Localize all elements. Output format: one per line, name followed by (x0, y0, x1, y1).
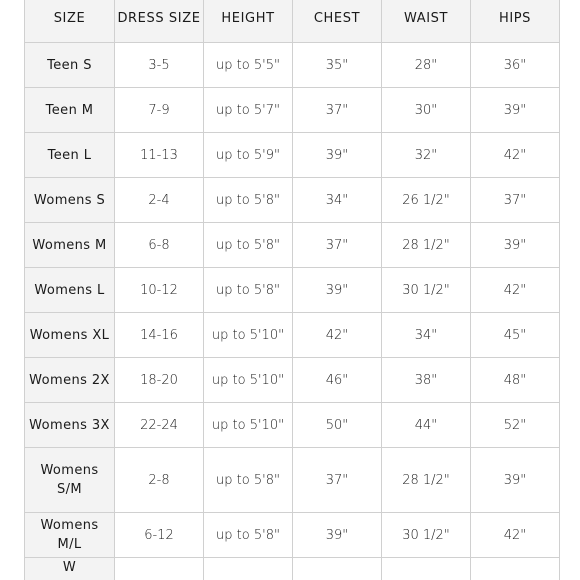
table-row (25, 133, 560, 178)
hips-cell: 48" (471, 358, 560, 403)
hips-cell: 39" (471, 448, 560, 513)
dress-size-cell: 10-12 (115, 268, 204, 313)
size-cell: Womens M/L (25, 513, 115, 558)
chest-cell: 34" (293, 178, 382, 223)
table-row (25, 223, 560, 268)
dress-size-cell: 11-13 (115, 133, 204, 178)
waist-cell: 28" (382, 43, 471, 88)
size-cell: Teen S (25, 43, 115, 88)
size-cell: Womens S (25, 178, 115, 223)
size-cell: Womens 2X (25, 358, 115, 403)
waist-cell: 30 1/2" (382, 513, 471, 558)
waist-cell: 44" (382, 403, 471, 448)
header-height: HEIGHT (204, 0, 293, 43)
dress-size-cell (115, 558, 204, 580)
table-row (25, 313, 560, 358)
table-row (25, 268, 560, 313)
table-row (25, 448, 560, 513)
height-cell: up to 5'5" (204, 43, 293, 88)
table-row (25, 358, 560, 403)
size-cell: Womens M (25, 223, 115, 268)
table-row (25, 43, 560, 88)
hips-cell (471, 558, 560, 580)
height-cell: up to 5'8" (204, 268, 293, 313)
table-row (25, 88, 560, 133)
size-cell: Teen M (25, 88, 115, 133)
height-cell: up to 5'8" (204, 448, 293, 513)
waist-cell: 38" (382, 358, 471, 403)
hips-cell: 52" (471, 403, 560, 448)
size-chart-table (24, 0, 560, 580)
header-hips: HIPS (471, 0, 560, 43)
header-waist: WAIST (382, 0, 471, 43)
hips-cell: 42" (471, 513, 560, 558)
dress-size-cell: 2-4 (115, 178, 204, 223)
height-cell: up to 5'9" (204, 133, 293, 178)
dress-size-cell: 18-20 (115, 358, 204, 403)
size-cell: Womens L (25, 268, 115, 313)
height-cell: up to 5'7" (204, 88, 293, 133)
chest-cell: 42" (293, 313, 382, 358)
dress-size-cell: 6-12 (115, 513, 204, 558)
waist-cell (382, 558, 471, 580)
chest-cell: 50" (293, 403, 382, 448)
dress-size-cell: 6-8 (115, 223, 204, 268)
size-cell: W (25, 558, 115, 580)
dress-size-cell: 7-9 (115, 88, 204, 133)
hips-cell: 39" (471, 223, 560, 268)
waist-cell: 32" (382, 133, 471, 178)
waist-cell: 28 1/2" (382, 448, 471, 513)
waist-cell: 34" (382, 313, 471, 358)
height-cell: up to 5'8" (204, 223, 293, 268)
chest-cell: 39" (293, 513, 382, 558)
hips-cell: 37" (471, 178, 560, 223)
chest-cell: 37" (293, 88, 382, 133)
height-cell: up to 5'8" (204, 513, 293, 558)
chest-cell: 35" (293, 43, 382, 88)
header-row (25, 0, 560, 43)
dress-size-cell: 14-16 (115, 313, 204, 358)
hips-cell: 42" (471, 133, 560, 178)
height-cell: up to 5'10" (204, 358, 293, 403)
hips-cell: 45" (471, 313, 560, 358)
waist-cell: 30 1/2" (382, 268, 471, 313)
height-cell: up to 5'10" (204, 403, 293, 448)
dress-size-cell: 22-24 (115, 403, 204, 448)
dress-size-cell: 3-5 (115, 43, 204, 88)
chest-cell: 46" (293, 358, 382, 403)
waist-cell: 30" (382, 88, 471, 133)
chest-cell (293, 558, 382, 580)
size-cell: Womens XL (25, 313, 115, 358)
size-cell: Womens 3X (25, 403, 115, 448)
height-cell: up to 5'8" (204, 178, 293, 223)
table-row (25, 178, 560, 223)
header-size: SIZE (25, 0, 115, 43)
hips-cell: 36" (471, 43, 560, 88)
waist-cell: 28 1/2" (382, 223, 471, 268)
chest-cell: 39" (293, 133, 382, 178)
height-cell (204, 558, 293, 580)
chest-cell: 37" (293, 223, 382, 268)
dress-size-cell: 2-8 (115, 448, 204, 513)
waist-cell: 26 1/2" (382, 178, 471, 223)
size-cell: Teen L (25, 133, 115, 178)
chest-cell: 39" (293, 268, 382, 313)
hips-cell: 39" (471, 88, 560, 133)
size-cell: Womens S/M (25, 448, 115, 513)
left-edge (0, 0, 1, 580)
height-cell: up to 5'10" (204, 313, 293, 358)
header-chest: CHEST (293, 0, 382, 43)
header-dress-size: DRESS SIZE (115, 0, 204, 43)
table-row (25, 403, 560, 448)
table-row (25, 558, 560, 580)
table-row (25, 513, 560, 558)
hips-cell: 42" (471, 268, 560, 313)
chest-cell: 37" (293, 448, 382, 513)
